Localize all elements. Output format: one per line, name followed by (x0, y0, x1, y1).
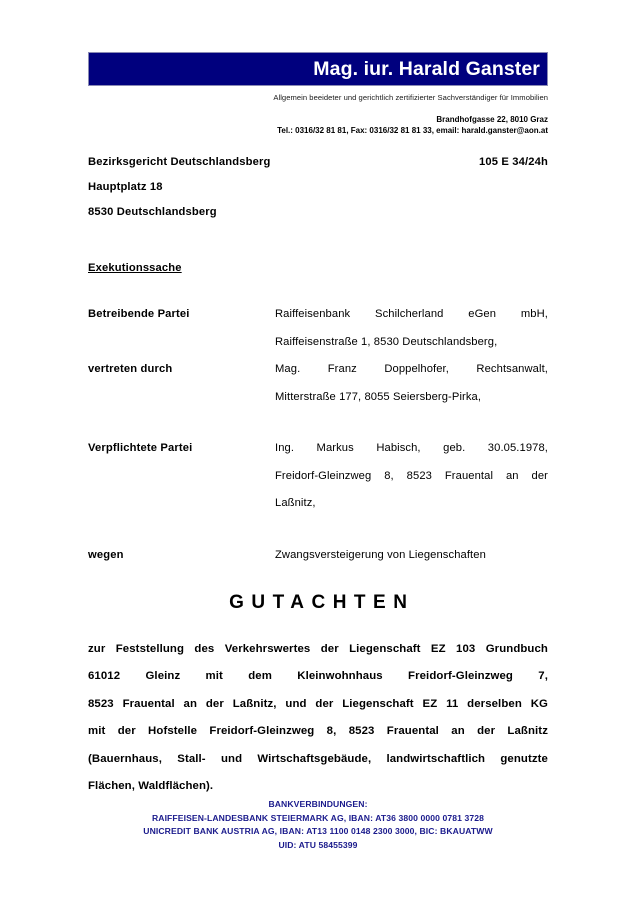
document-title-gutachten: GUTACHTEN (229, 592, 415, 613)
body-line: 61012 Gleinz mit dem Kleinwohnhaus Freidorf-Gleinzweg 7, (88, 670, 548, 683)
footer-bank-unicredit: UNICREDIT BANK AUSTRIA AG, IBAN: AT13 1100 0148 2300 3000, BIC: BKAUATWW (143, 826, 493, 837)
body-line: zur Feststellung des Verkehrswertes der Liegenschaft EZ 103 Grundbuch (88, 643, 548, 655)
expert-qualification-subtitle: Allgemein beeideter und gerichtlich zertifizierter Sachverständiger für Immobilien (273, 93, 548, 102)
party-line: Mitterstraße 177, 8055 Seiersberg-Pirka, (275, 390, 482, 403)
parties-block (88, 301, 548, 569)
party-value-wegen (275, 542, 548, 570)
party-row (88, 542, 548, 570)
footer-uid: UID: ATU 58455399 (278, 839, 358, 850)
party-label-wegen: wegen (88, 548, 124, 561)
court-street: Hauptplatz 18 (88, 181, 163, 193)
party-label-verpflichtete: Verpflichtete Partei (88, 442, 193, 454)
party-line: Raiffeisenbank Schilcherland eGen mbH, (275, 308, 548, 320)
phone-fax-email: Tel.: 0316/32 81 81, Fax: 0316/32 81 81 33, email: harald.ganster@aon.at (277, 126, 548, 135)
party-line: Raiffeisenstraße 1, 8530 Deutschlandsberg, (275, 335, 498, 348)
section-heading-exekutionssache: Exekutionssache (88, 262, 182, 274)
body-line: Flächen, Waldflächen). (88, 780, 214, 793)
footer-bank-details (0, 798, 636, 852)
party-line: Zwangsversteigerung von Liegenschaften (275, 548, 486, 561)
party-line: Ing. Markus Habisch, geb. 30.05.1978, (275, 442, 548, 454)
court-address-block (88, 150, 548, 225)
party-value-vertreten-durch (275, 356, 548, 411)
party-label-betreibende: Betreibende Partei (88, 308, 190, 320)
body-line: 8523 Frauental an der Laßnitz, und der Liegenschaft EZ 11 derselben KG (88, 697, 548, 710)
court-city: 8530 Deutschlandsberg (88, 206, 217, 218)
office-address: Brandhofgasse 22, 8010 Graz (436, 115, 548, 124)
court-street-row (88, 175, 548, 200)
court-name-row (88, 150, 548, 175)
court-city-row (88, 200, 548, 225)
party-line: Laßnitz, (275, 497, 316, 509)
party-value-verpflichtete (275, 435, 548, 518)
footer-bank-raiffeisen: RAIFFEISEN-LANDESBANK STEIERMARK AG, IBAN: AT36 3800 0000 0781 3728 (151, 812, 485, 823)
letterhead (88, 52, 548, 136)
party-row (88, 356, 548, 411)
party-row (88, 301, 548, 356)
body-line: mit der Hofstelle Freidorf-Gleinzweg 8, 8523 Frauental an der Laßnitz (88, 725, 548, 738)
contact-block (88, 114, 548, 136)
case-number: 105 E 34/24h (479, 156, 548, 168)
footer-heading: BANKVERBINDUNGEN: (268, 799, 368, 809)
party-value-betreibende (275, 301, 548, 356)
appraisal-scope-paragraph (88, 636, 548, 800)
body-line: (Bauernhaus, Stall- und Wirtschaftsgebäude, landwirtschaftlich genutzte (88, 752, 548, 765)
party-label-vertreten-durch: vertreten durch (88, 363, 173, 375)
court-name: Bezirksgericht Deutschlandsberg (88, 156, 271, 168)
party-line: Mag. Franz Doppelhofer, Rechtsanwalt, (275, 363, 548, 375)
party-row (88, 435, 548, 518)
expert-name-banner: Mag. iur. Harald Ganster (88, 52, 548, 86)
party-line: Freidorf-Gleinzweg 8, 8523 Frauental an der (275, 469, 548, 482)
